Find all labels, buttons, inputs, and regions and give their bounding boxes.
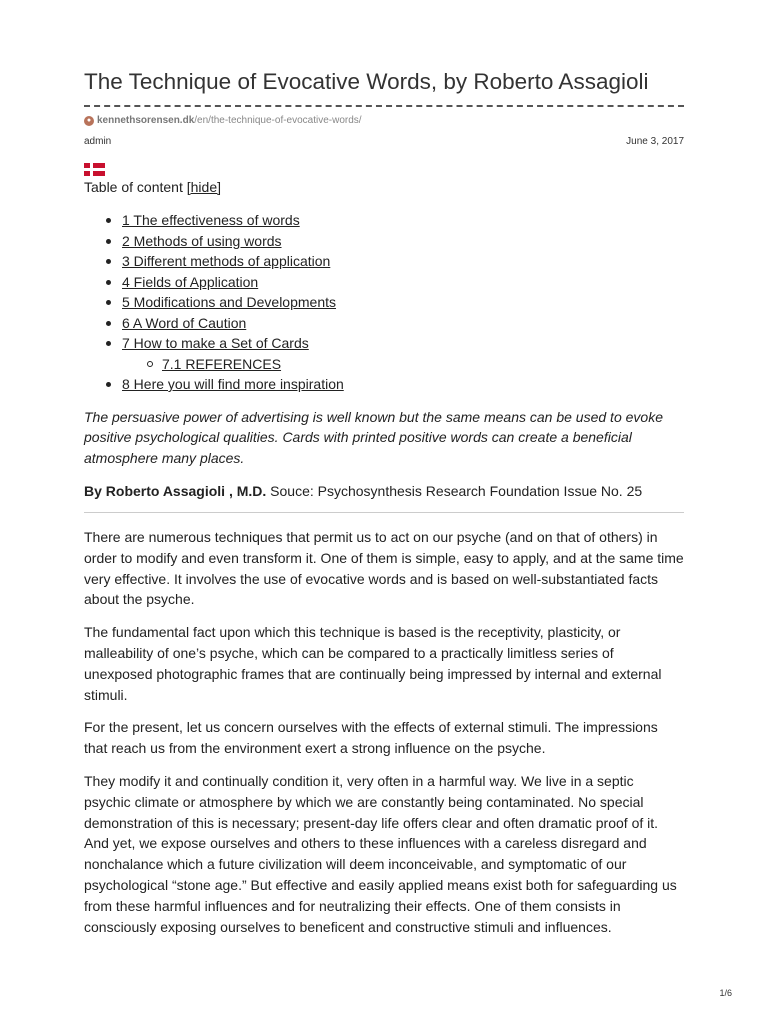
toc-item (122, 272, 684, 293)
intro-text: The persuasive power of advertising is well known but the same means can be used to evoke positive psychological qualities. Cards with printed positive words can create a beneficial atmosphere many places. (84, 408, 663, 466)
post-author: admin (84, 136, 112, 147)
toc-sublist (122, 354, 684, 375)
toc-item (122, 292, 684, 313)
site-favicon-icon: ● (84, 116, 94, 126)
title-divider (84, 105, 684, 107)
post-date: June 3, 2017 (626, 136, 684, 147)
toc-hide-link[interactable]: [hide] (186, 179, 221, 195)
source-domain[interactable]: kennethsorensen.dk (97, 115, 195, 126)
danish-flag-icon[interactable] (84, 163, 105, 176)
toc-link[interactable]: 7 How to make a Set of Cards (122, 335, 309, 351)
toc-item (122, 210, 684, 231)
toc-link[interactable]: 8 Here you will find more inspiration (122, 376, 344, 392)
byline-source: Souce: Psychosynthesis Research Foundation Issue No. 25 (266, 483, 643, 499)
toc-item (122, 251, 684, 272)
source-path[interactable]: /en/the-technique-of-evocative-words/ (194, 115, 362, 126)
post-meta (84, 136, 684, 147)
body-paragraph: They modify it and continually condition it, very often in a harmful way. We live in a septic psychic climate or atmosphere by which we are constantly being contaminated. No special demonstration of this is necessary; present-day life offers clear and often dramatic proof of it. And yet, we expose ourselves and others to these influences with a careless disregard and nonchalance which a future civilization will deem inconceivable, and symptomatic of our psychological “stone age.” But effective and easily applied means exist both for safeguarding us from these harmful influences and for neutralizing their effects. One of them consists in consciously exposing ourselves to beneficent and constructive stimuli and influences. (84, 772, 677, 935)
toc-link[interactable]: 3 Different methods of application (122, 253, 331, 269)
toc-header (84, 178, 684, 196)
body-paragraph: There are numerous techniques that permit us to act on our psyche (and on that of others) in order to modify and even transform it. One of them is simple, easy to apply, and at the same time very effective. It involves the use of evocative words and is based on well-substantiated facts about the psyche. (84, 529, 684, 608)
toc-link[interactable]: 2 Methods of using words (122, 232, 282, 249)
source-url[interactable] (84, 115, 684, 126)
toc-title: Table of content (84, 179, 183, 195)
toc-link[interactable]: 6 A Word of Caution (122, 314, 247, 331)
toc-item (122, 333, 684, 374)
byline-author: By Roberto Assagioli , M.D. (84, 483, 267, 499)
toc-subitem (162, 354, 684, 375)
toc-link[interactable]: 1 The effectiveness of words (122, 212, 300, 228)
toc-link[interactable]: 5 Modifications and Developments (122, 294, 337, 310)
document-page (84, 68, 684, 937)
body-paragraph: The fundamental fact upon which this technique is based is the receptivity, plasticity, or malleability of one’s psyche, which can be compared to a practically limitless series of unexposed photographic frames that are continually being impressed by internal and external stimuli. (84, 624, 662, 703)
toc-link[interactable]: 4 Fields of Application (122, 273, 259, 290)
toc-item (122, 231, 684, 252)
page-title: The Technique of Evocative Words, by Roberto Assagioli (84, 69, 649, 94)
byline (84, 481, 684, 501)
section-divider (84, 512, 684, 513)
toc-list (84, 210, 684, 395)
toc-item (122, 313, 684, 334)
toc-item (122, 374, 684, 395)
toc-sublink[interactable]: 7.1 REFERENCES (162, 355, 282, 372)
page-number: 1/6 (719, 988, 732, 998)
body-paragraph: For the present, let us concern ourselves with the effects of external stimuli. The impressions that reach us from the environment exert a strong influence on the psyche. (84, 719, 658, 757)
